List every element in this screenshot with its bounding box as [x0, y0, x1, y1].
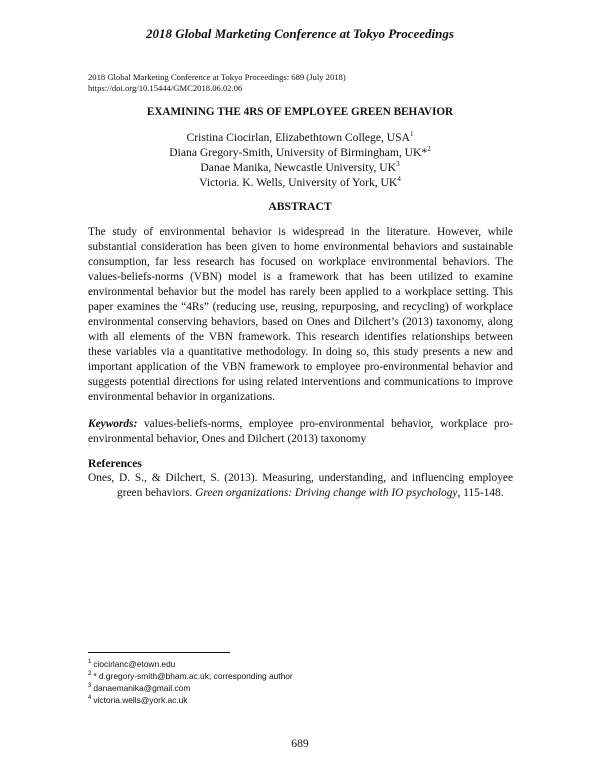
references-heading: References: [88, 457, 142, 470]
footnote-email: danaemanika@gmail.com: [93, 683, 191, 693]
reference-authors-title: Ones, D. S., & Dilchert, S. (2013). Measuring, understanding, and influencing employee green behaviors.: [88, 472, 513, 499]
page-number: 689: [291, 737, 309, 750]
footnote-email: ciocirlanc@etown.edu: [93, 659, 176, 669]
footnote-marker: 4: [397, 175, 401, 183]
author-affiliation: Cristina Ciocirlan, Elizabethtown College, USA: [186, 131, 410, 144]
reference-entry: [88, 471, 513, 501]
footnote-marker: 3: [396, 160, 400, 168]
doi-link[interactable]: https://doi.org/10.15444/GMC2018.06.02.06: [88, 83, 243, 93]
author-affiliation: Diana Gregory-Smith, University of Birmingham, UK*: [169, 146, 428, 159]
footnote-email: * d.gregory-smith@bham.ac.uk; corresponding author: [93, 671, 293, 681]
keywords-label: Keywords:: [88, 418, 138, 430]
reference-journal: Green organizations: Driving change with IO psychology: [195, 487, 458, 499]
author-line: [0, 130, 600, 145]
footnote-number: 2: [88, 671, 92, 677]
citation-block: [88, 72, 346, 94]
footnote-number: 3: [88, 683, 92, 689]
footnote-divider: [88, 652, 230, 653]
footnote-item: [88, 670, 293, 682]
footnote-marker: 1: [409, 130, 414, 138]
footnote-item: [88, 682, 293, 694]
author-affiliation: Victoria. K. Wells, University of York, UK: [199, 176, 398, 189]
footnote-item: [88, 694, 293, 706]
abstract-heading: ABSTRACT: [268, 200, 332, 213]
footnote-number: 1: [88, 659, 92, 665]
author-affiliation: Danae Manika, Newcastle University, UK: [200, 161, 397, 174]
footnote-list: [88, 658, 293, 706]
reference-pages: , 115-148.: [457, 487, 504, 499]
footnote-email: victoria.wells@york.ac.uk: [93, 695, 188, 705]
author-line: [0, 145, 600, 160]
keywords-text: values-beliefs-norms, employee pro-environmental behavior, workplace pro-environmental behavior, Ones and Dilchert (2013) taxonomy: [88, 418, 513, 445]
author-line: [0, 175, 600, 190]
author-list: [0, 130, 600, 190]
abstract-body: The study of environmental behavior is widespread in the literature. However, while substantial consideration has been given to home environmental behaviors and sustainable consumption, far less research has focused on workplace environmental behaviors. The values-beliefs-norms (VBN) model is a framework that has been utilized to examine environmental behavior but the model has rarely been applied to a workplace setting. This paper examines the “4Rs” (reducing use, reusing, repurposing, and recycling) of workplace environmental conserving behaviors, based on Ones and Dilchert’s (2013) taxonomy, along with all elements of the VBN framework. This research identifies relationships between these variables via a quantitative methodology. In doing so, this study presents a new and important application of the VBN framework to employee pro-environmental behavior and suggests potential directions for using related interventions and communications to improve environmental behavior in organizations.: [88, 226, 513, 403]
footnote-marker: 2: [427, 145, 431, 153]
running-head: 2018 Global Marketing Conference at Tokyo Proceedings: [146, 26, 454, 41]
paper-title: EXAMINING THE 4RS OF EMPLOYEE GREEN BEHAVIOR: [146, 106, 454, 118]
keywords-paragraph: [88, 417, 513, 447]
footnote-number: 4: [88, 695, 92, 701]
citation-line: 2018 Global Marketing Conference at Tokyo Proceedings: 689 (July 2018): [88, 72, 346, 82]
author-line: [0, 160, 600, 175]
footnote-item: [88, 658, 293, 670]
